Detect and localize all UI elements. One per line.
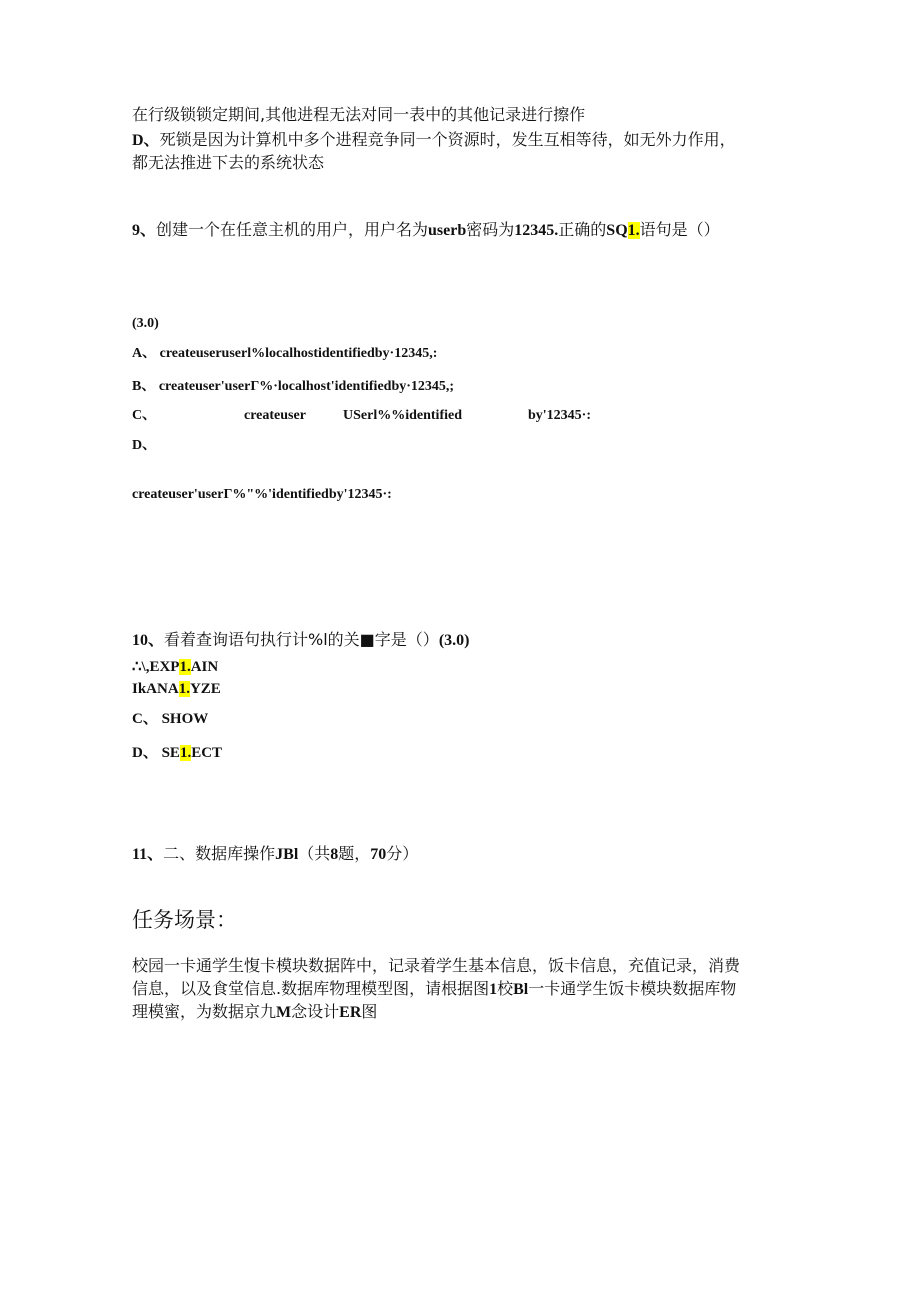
q10-number: 10、: [132, 632, 165, 649]
q10-option-d: [132, 742, 222, 764]
q10-option-b: [132, 678, 221, 700]
scenario-line3-e: 图: [361, 1002, 378, 1021]
scenario-line2-e: 一卡通学生饭卡模块数据库物: [528, 979, 737, 998]
q10-option-c: C、 SHOW: [132, 711, 209, 727]
q11-text-g: 分）: [386, 844, 419, 863]
q11-text-d: 8: [330, 846, 339, 863]
q11-number: 11、: [132, 846, 164, 863]
q8-option-d-text1: 死锁是因为计算机中多个进程竞争同一个资源时，发生互相等待，如无外力作用，: [159, 130, 736, 149]
scenario-line2-c: 校: [497, 979, 514, 998]
q11-text-f: 70: [370, 846, 387, 863]
q8-option-d-line2: [132, 152, 324, 174]
q11-text-b: JBl: [275, 846, 299, 863]
q8-option-d-label: D、: [132, 132, 160, 149]
scenario-line2-b: 1: [489, 981, 498, 998]
scenario-line2-d: Bl: [513, 981, 529, 998]
scenario-line3-d: ER: [339, 1004, 362, 1021]
q10-stem-a: 看着查询语句执行计%l的关: [164, 630, 360, 649]
q11-text-c: （共: [298, 844, 331, 863]
scenario-line3: [132, 1001, 377, 1024]
q9-stem-d: 12345.: [514, 222, 559, 239]
q10-option-b-highlight: 1.: [178, 681, 190, 697]
q11-heading: [132, 843, 418, 866]
q9-stem-b: userb: [428, 222, 467, 239]
q8-option-d-line1: [132, 129, 736, 152]
q9-stem-highlight: 1.: [627, 222, 640, 239]
q9-number: 9、: [132, 222, 157, 239]
q11-text-a: 二、数据库操作: [163, 844, 276, 863]
q9-stem-c: 密码为: [466, 220, 515, 239]
q9-option-d-text: createuser'userΓ%"%'identifiedby'12345·:: [132, 487, 392, 502]
q9-stem-g: 语句是（）: [639, 220, 720, 239]
q10-option-d-highlight: 1.: [179, 745, 192, 761]
q10-option-a-post: AIN: [190, 659, 219, 675]
q8-statement-line: [132, 104, 585, 126]
q10-option-a-pre: ∴\,EXP: [132, 659, 180, 675]
scenario-line1-text: 校园一卡通学生愎卡模块数据阵中，记录着学生基本信息，饭卡信息，充值记录，消费: [132, 956, 741, 975]
q9-option-c-label: C、: [132, 408, 157, 423]
q8-statement-text: 在行级锁锁定期间,其他进程无法对同一表中的其他记录进行擦作: [132, 105, 586, 124]
q9-option-a: A、 createuseruserl%localhostidentifiedby·12345,:: [132, 346, 438, 361]
q9-score: (3.0): [132, 316, 159, 331]
q9-option-b: B、 createuser'userΓ%·localhost'identifiedby·12345,;: [132, 379, 455, 394]
q9-option-c-part2: USerl%%identified: [343, 408, 462, 423]
q9-stem: [132, 219, 720, 242]
q10-option-a: [132, 656, 218, 678]
q8-option-d-text2: 都无法推进下去的系统状态: [132, 153, 325, 172]
q10-stem-b: 字是（）: [374, 630, 439, 649]
q9-stem-a: 创建一个在任意主机的用户，用户名为: [156, 220, 429, 239]
q11-text-e: 题，: [338, 844, 371, 863]
scenario-line2-a: 信息，以及食堂信息.数据库物理模型图，请根据图: [132, 979, 490, 998]
scenario-line2: [132, 978, 736, 1001]
q10-option-d-post: ECT: [191, 745, 223, 761]
scenario-line3-a: 理模蜜，为数据京九: [132, 1002, 277, 1021]
q10-option-b-post: YZE: [189, 681, 221, 697]
q9-option-c: [132, 405, 612, 427]
q9-option-c-part3: by'12345·:: [528, 408, 592, 423]
q10-stem: [132, 629, 469, 652]
scenario-line3-c: 念设计: [291, 1002, 340, 1021]
q10-stem-box: ■: [359, 630, 375, 649]
scenario-line1: [132, 955, 740, 977]
q9-option-c-part1: createuser: [244, 408, 306, 423]
q10-option-a-highlight: 1.: [179, 659, 191, 675]
q10-option-b-pre: IkANA: [132, 681, 179, 697]
scenario-line3-b: M: [276, 1004, 292, 1021]
q9-stem-f: SQ: [606, 222, 628, 239]
scenario-heading: 任务场景：: [132, 908, 237, 932]
q9-stem-e: 正确的: [558, 220, 607, 239]
q9-option-d-label: D、: [132, 438, 157, 453]
q10-option-d-pre: D、 SE: [132, 745, 180, 761]
q10-score: (3.0): [438, 632, 470, 649]
